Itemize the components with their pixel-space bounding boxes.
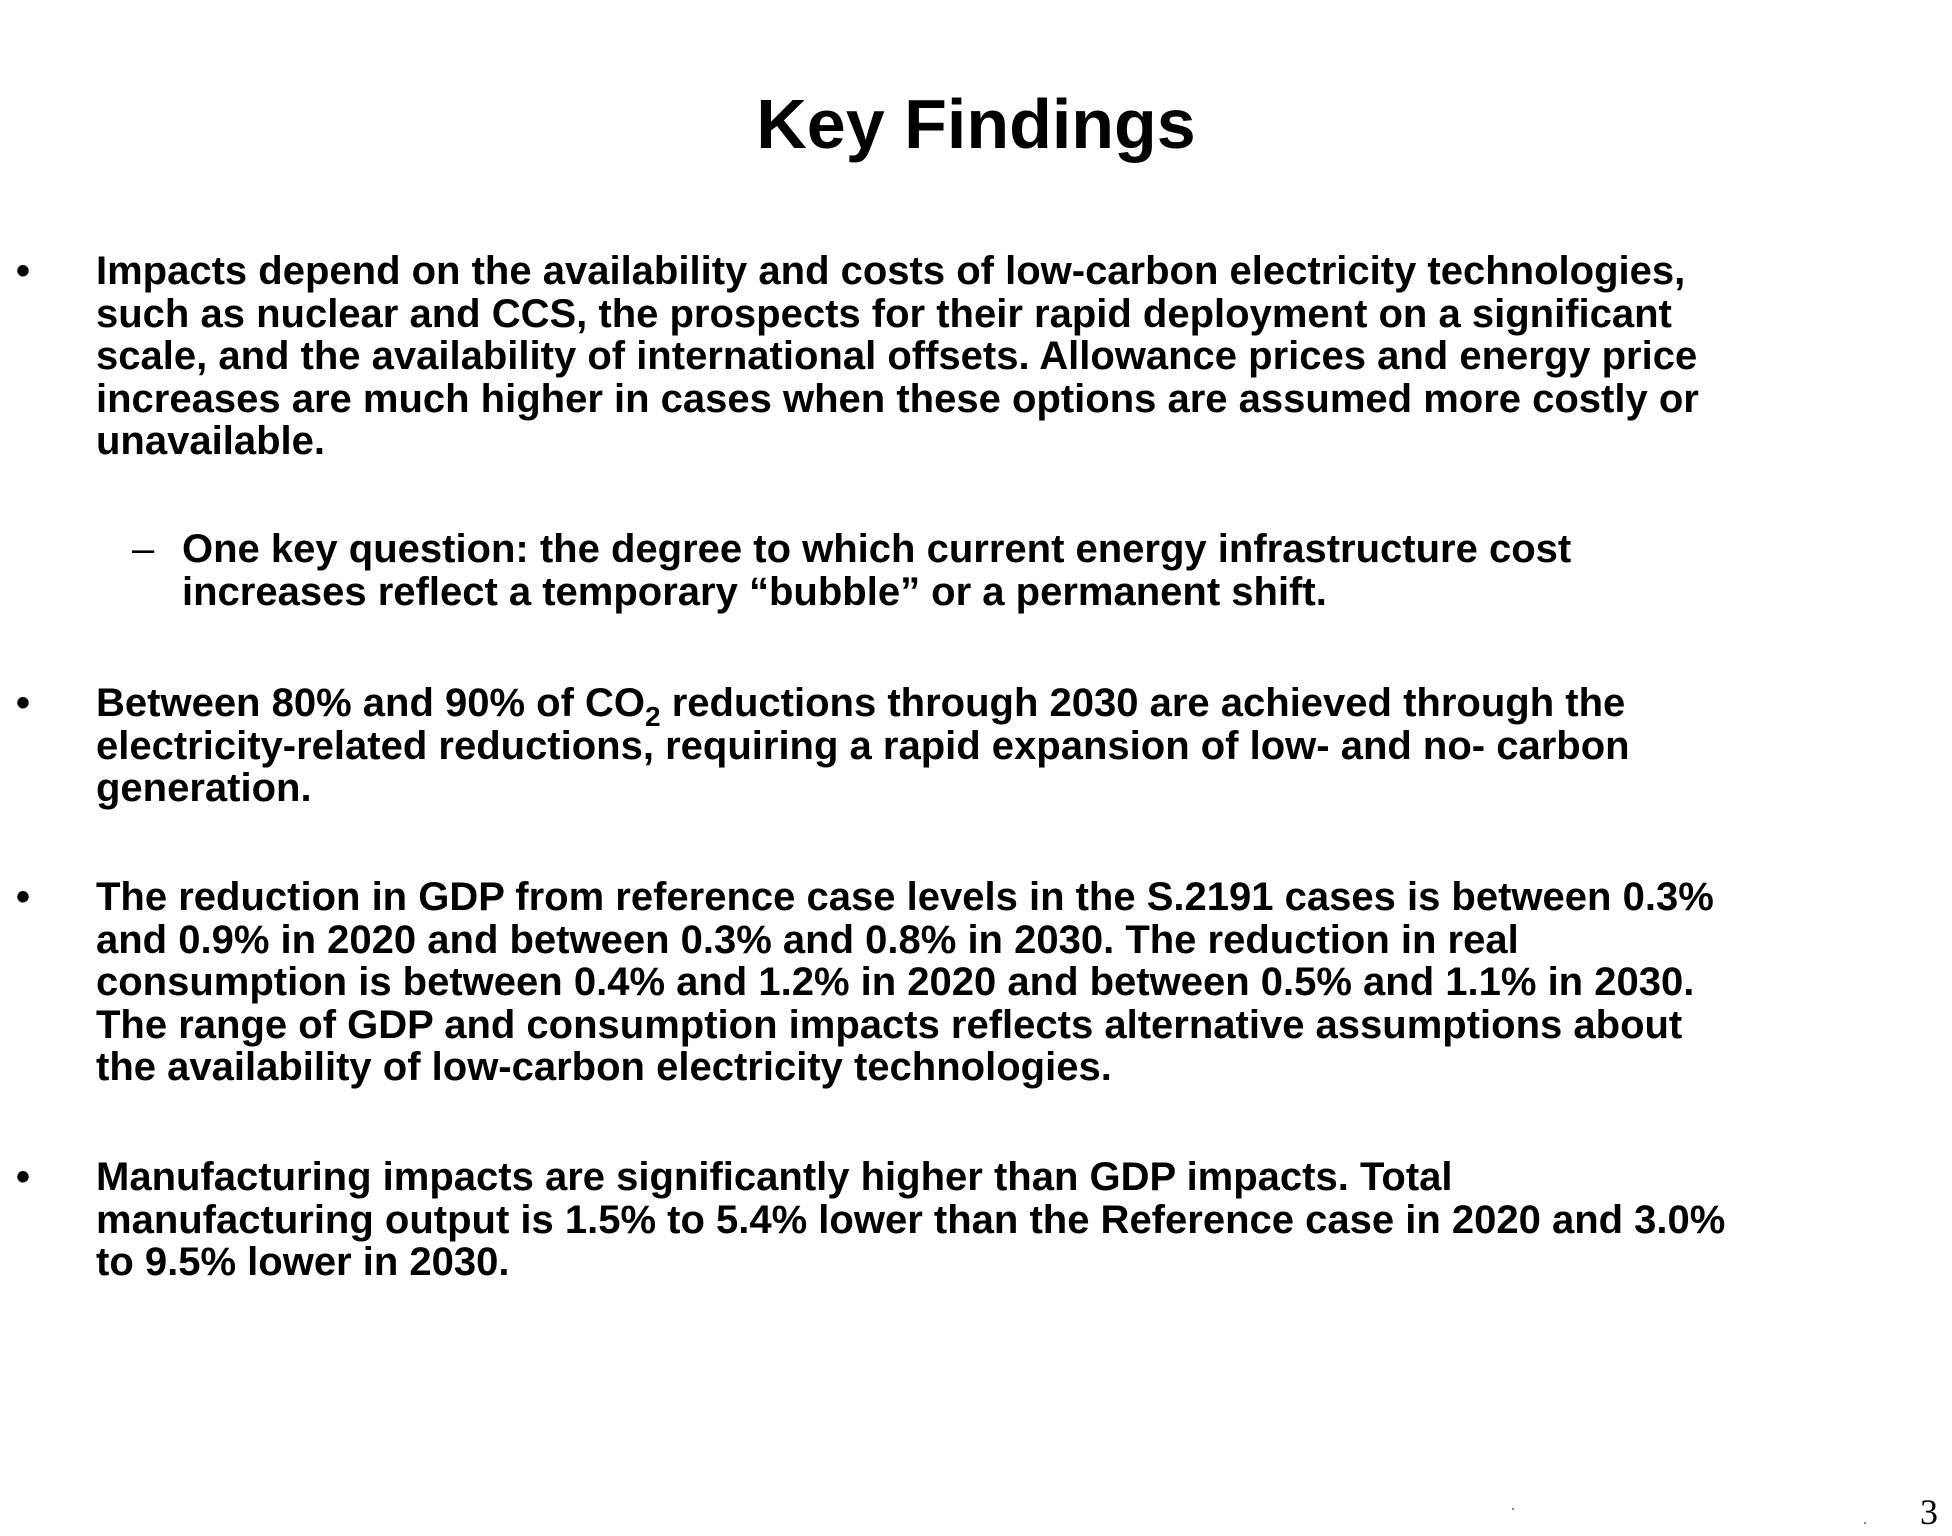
bullet-text-part: Between 80% and 90% of CO — [96, 681, 646, 725]
bullet-text: The reduction in GDP from reference case levels in the S.2191 cases is between 0.3% and 0.9% in 2020 and between 0.3% and 0.8% in 2030. The reduction in real consumption is between 0.4% and 1.2% in 2020 and between 0.5% and 1.1% in 2030. The range of GDP and consumption impacts reflects alternative assumptions about the availability of low-carbon electricity technologies. — [96, 875, 1714, 1089]
bullet-marker: • — [16, 1155, 31, 1199]
slide-title: Key Findings — [756, 85, 1196, 163]
bullet-marker: • — [16, 249, 31, 293]
bullet-text-part: reductions through 2030 are achieved through the electricity-related reductions, requiring a rapid expansion of low- and no- carbon generation. — [96, 681, 1630, 810]
scan-speck — [1512, 1508, 1514, 1510]
bullet-text: Manufacturing impacts are significantly higher than GDP impacts. Total manufacturing output is 1.5% to 5.4% lower than the Reference case in 2020 and 3.0% to 9.5% lower in 2030. — [96, 1155, 1726, 1284]
subscript-2: 2 — [645, 701, 661, 732]
bullet-text — [96, 682, 1926, 810]
bullet-marker: • — [16, 875, 31, 919]
scan-speck — [1864, 1522, 1866, 1524]
dash-marker: – — [132, 527, 155, 571]
bullet-marker: • — [16, 681, 31, 725]
bullet-text: Impacts depend on the availability and costs of low-carbon electricity technologies, such as nuclear and CCS, the prospects for their rapid deployment on a significant scale, and the availability of international offsets. Allowance prices and energy price increases are much higher in cases when these options are assumed more costly or unavailable. — [96, 249, 1699, 463]
page-number: 3 — [1920, 1492, 1938, 1532]
sub-bullet-text: One key question: the degree to which current energy infrastructure cost increases reflect a temporary “bubble” or a permanent shift. — [182, 527, 1572, 614]
